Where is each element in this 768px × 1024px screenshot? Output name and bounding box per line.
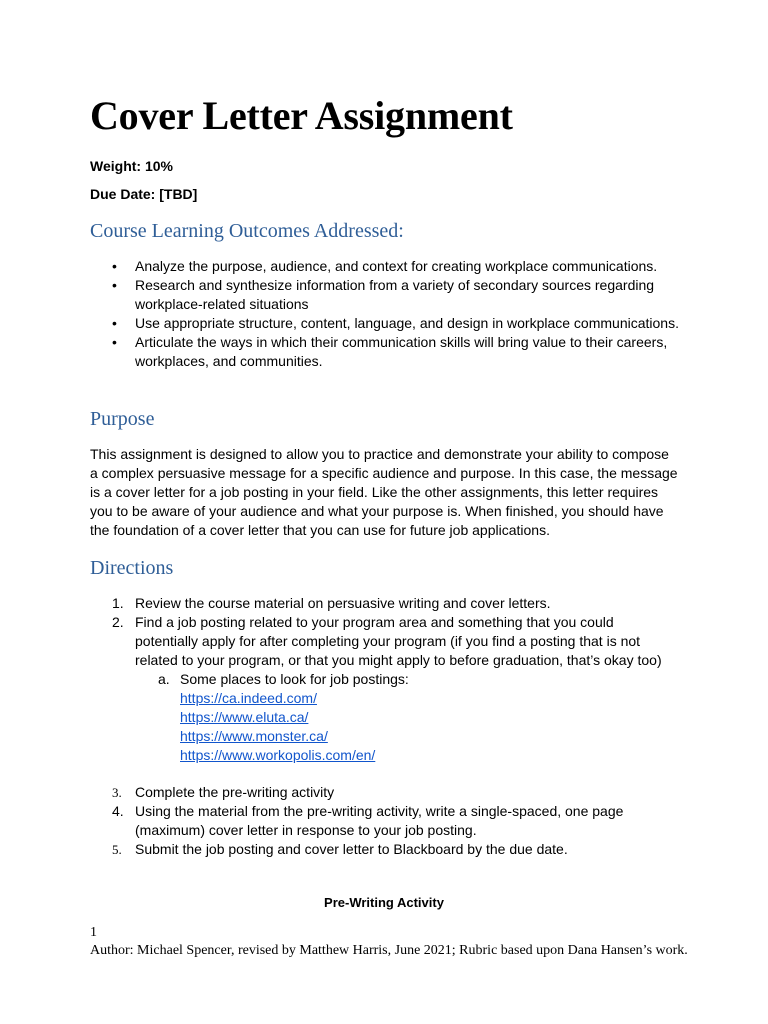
list-item	[90, 314, 680, 333]
sub-step-text: Some places to look for job postings:	[180, 671, 409, 687]
prewriting-heading: Pre-Writing Activity	[324, 895, 444, 910]
page-title: Cover Letter Assignment	[90, 93, 513, 138]
step-text: Review the course material on persuasive writing and cover letters.	[135, 595, 551, 611]
sub-step-number: a.	[158, 671, 170, 687]
outcome-text: Use appropriate structure, content, language, and design in workplace communications.	[135, 315, 679, 331]
outcome-text: Analyze the purpose, audience, and context for creating workplace communications.	[135, 258, 658, 274]
list-item	[90, 276, 680, 314]
outcomes-heading: Course Learning Outcomes Addressed:	[90, 220, 404, 242]
purpose-paragraph: This assignment is designed to allow you to practice and demonstrate your ability to compose a complex persuasive message for a specific audience and purpose. In this case, the message is a cover letter for a job posting in your field. Like the other assignments, this letter requires you to be aware of your audience and what your purpose is. When finished, you should have the foundation of a cover letter that you can use for future job applications.	[90, 446, 678, 538]
directions-heading: Directions	[90, 557, 174, 579]
step-text: Find a job posting related to your program area and something that you could potentially apply for after completing your program (if you find a posting that is not related to your program, or that you might apply to before graduation, that’s okay too)	[135, 614, 662, 668]
list-item	[90, 257, 680, 276]
outcome-text: Articulate the ways in which their communication skills will bring value to their careers, workplaces, and communities.	[135, 334, 668, 369]
job-links	[180, 689, 680, 765]
weight-label: Weight: 10%	[90, 158, 173, 174]
link-eluta[interactable]: https://www.eluta.ca/	[180, 709, 309, 725]
step-number: 1.	[112, 595, 124, 611]
purpose-heading: Purpose	[90, 408, 155, 430]
list-item	[90, 840, 680, 859]
step-text: Submit the job posting and cover letter to Blackboard by the due date.	[135, 841, 568, 857]
spacer	[180, 765, 680, 783]
sub-list	[135, 670, 680, 783]
step-number: 5.	[112, 842, 122, 857]
step-number: 3.	[112, 785, 122, 800]
page-footer	[90, 924, 690, 960]
step-text: Complete the pre-writing activity	[135, 784, 335, 800]
step-number: 2.	[112, 614, 124, 630]
list-item	[135, 670, 680, 783]
list-item	[90, 783, 680, 802]
due-date-label: Due Date: [TBD]	[90, 186, 198, 202]
outcomes-list	[90, 257, 680, 371]
outcome-text: Research and synthesize information from a variety of secondary sources regarding workplace-related situations	[135, 277, 655, 312]
list-item	[90, 613, 680, 783]
list-item	[90, 594, 680, 613]
author-note: Author: Michael Spencer, revised by Matthew Harris, June 2021; Rubric based upon Dana Hansen’s work.	[90, 943, 688, 958]
list-item	[90, 802, 680, 840]
list-item	[90, 333, 680, 371]
directions-list	[90, 594, 680, 859]
link-indeed[interactable]: https://ca.indeed.com/	[180, 690, 317, 706]
page-number: 1	[90, 925, 97, 940]
step-text: Using the material from the pre-writing activity, write a single-spaced, one page (maximum) cover letter in response to your job posting.	[135, 803, 624, 838]
link-monster[interactable]: https://www.monster.ca/	[180, 728, 328, 744]
step-number: 4.	[112, 803, 124, 819]
link-workopolis[interactable]: https://www.workopolis.com/en/	[180, 747, 376, 763]
